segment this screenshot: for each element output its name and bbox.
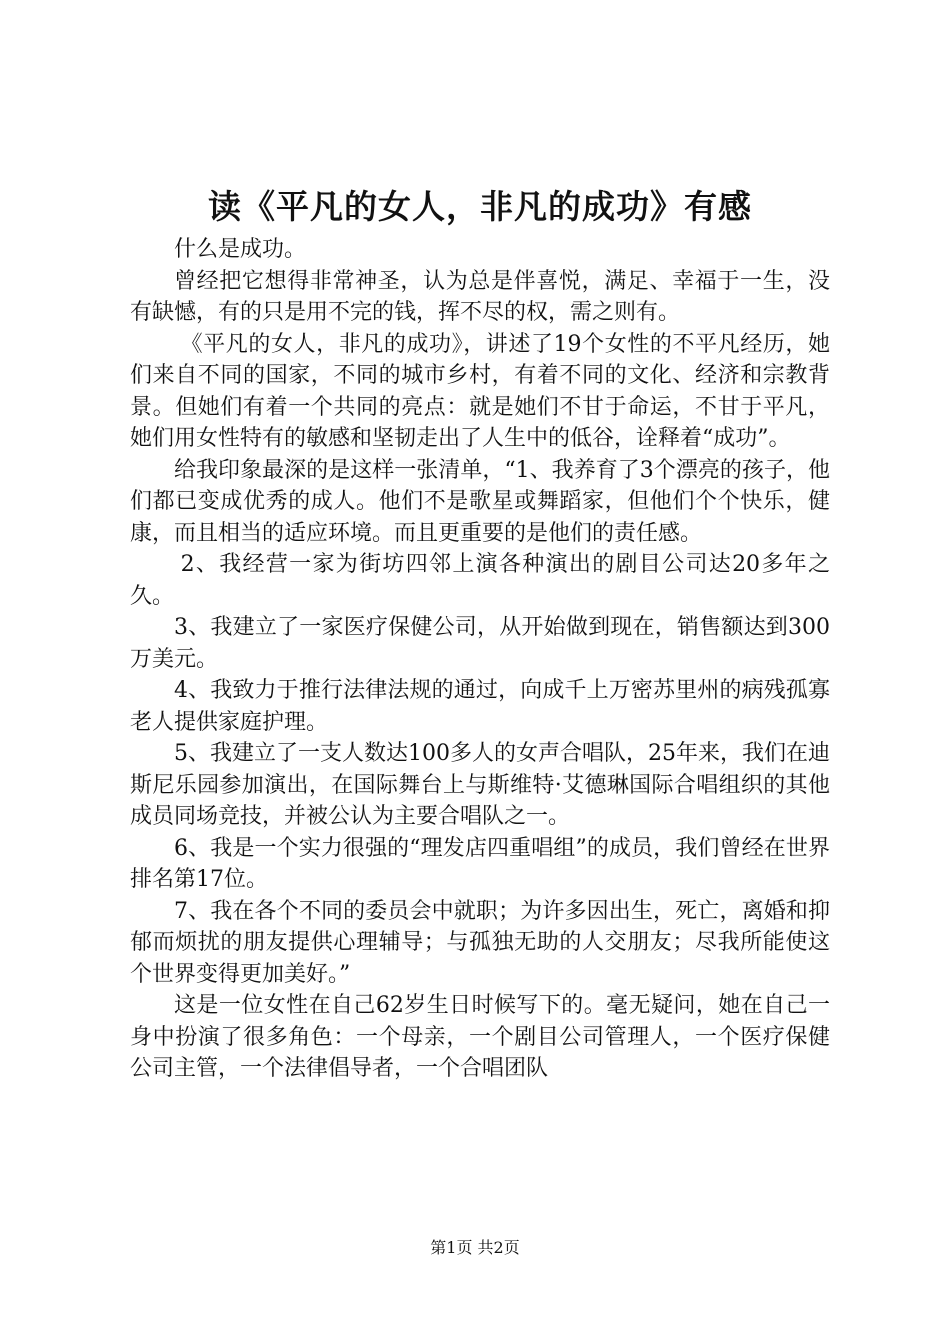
- paragraph: 4、我致力于推行法律法规的通过，向成千上万密苏里州的病残孤寡老人提供家庭护理。: [130, 678, 830, 735]
- document-body: [130, 234, 830, 1085]
- paragraph: 5、我建立了一支人数达100多人的女声合唱队，25年来，我们在迪斯尼乐园参加演出，在国际舞台上与斯维特·艾德琳国际合唱组织的其他成员同场竞技，并被公认为主要合唱队之一。: [130, 741, 830, 829]
- page-number-footer: 第1页 共2页: [430, 1238, 520, 1257]
- paragraph: 给我印象最深的是这样一张清单，“1、我养育了3个漂亮的孩子，他们都已变成优秀的成人。他们不是歌星或舞蹈家，但他们个个快乐，健康，而且相当的适应环境。而且更重要的是他们的责任感。: [130, 457, 830, 546]
- paragraph: 《平凡的女人，非凡的成功》，讲述了19个女性的不平凡经历，她们来自不同的国家，不同的城市乡村，有着不同的文化、经济和宗教背景。但她们有着一个共同的亮点：就是她们不甘于命运，不甘于平凡，她们用女性特有的敏感和坚韧走出了人生中的低谷，诠释着“成功”。: [130, 331, 830, 451]
- paragraph: 曾经把它想得非常神圣，认为总是伴喜悦，满足、幸福于一生，没有缺憾，有的只是用不完的钱，挥不尽的权，需之则有。: [130, 268, 830, 325]
- paragraph: 什么是成功。: [174, 237, 307, 262]
- paragraph: 2、我经营一家为街坊四邻上演各种演出的剧目公司达20多年之久。: [130, 552, 830, 609]
- paragraph: 3、我建立了一家医疗保健公司，从开始做到现在，销售额达到300万美元。: [130, 615, 830, 672]
- paragraph: 这是一位女性在自己62岁生日时候写下的。毫无疑问，她在自己一身中扮演了很多角色：一个母亲，一个剧目公司管理人，一个医疗保健公司主管，一个法律倡导者，一个合唱团队: [130, 993, 830, 1081]
- paragraph: 6、我是一个实力很强的“理发店四重唱组”的成员，我们曾经在世界排名第17位。: [130, 835, 830, 892]
- document-title: 读《平凡的女人，非凡的成功》有感: [208, 187, 752, 226]
- paragraph: 7、我在各个不同的委员会中就职；为许多因出生，死亡，离婚和抑郁而烦扰的朋友提供心理辅导；与孤独无助的人交朋友；尽我所能使这个世界变得更加美好。”: [130, 898, 830, 987]
